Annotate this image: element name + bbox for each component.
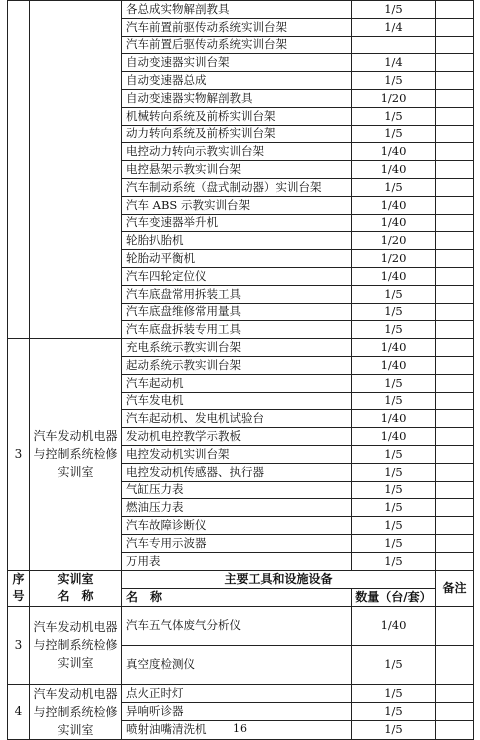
equipment-name: 自动变速器总成 [122, 72, 352, 90]
equipment-name: 汽车四轮定位仪 [122, 267, 352, 285]
equipment-name: 机械转向系统及前桥实训台架 [122, 107, 352, 125]
room-name-cell: 汽车发动机电器与控制系统检修实训室 [30, 339, 122, 570]
header-room: 实训室 名 称 [30, 570, 122, 606]
remark-cell [436, 684, 474, 702]
equipment-qty: 1/5 [352, 645, 436, 684]
equipment-qty: 1/5 [352, 445, 436, 463]
equipment-qty [352, 36, 436, 54]
header-name-col: 名 称 [122, 588, 352, 606]
equipment-qty: 1/20 [352, 89, 436, 107]
remark-cell [436, 374, 474, 392]
remark-cell [436, 499, 474, 517]
page-number: 16 [233, 722, 247, 735]
equipment-name: 电控悬架示教实训台架 [122, 161, 352, 179]
equipment-name: 动力转向系统及前桥实训台架 [122, 125, 352, 143]
room-name-cell [30, 1, 122, 339]
remark-cell [436, 606, 474, 645]
equipment-name: 轮胎扒胎机 [122, 232, 352, 250]
equipment-qty: 1/5 [352, 721, 436, 739]
equipment-qty: 1/20 [352, 232, 436, 250]
equipment-qty: 1/40 [352, 196, 436, 214]
equipment-name: 真空度检测仪 [122, 645, 352, 684]
remark-cell [436, 534, 474, 552]
equipment-qty: 1/5 [352, 107, 436, 125]
remark-cell [436, 250, 474, 268]
equipment-qty: 1/5 [352, 303, 436, 321]
equipment-name: 汽车 ABS 示教实训台架 [122, 196, 352, 214]
remark-cell [436, 356, 474, 374]
equipment-name: 汽车变速器举升机 [122, 214, 352, 232]
equipment-qty: 1/40 [352, 267, 436, 285]
equipment-name: 各总成实物解剖教具 [122, 1, 352, 19]
equipment-qty: 1/5 [352, 321, 436, 339]
remark-cell [436, 267, 474, 285]
remark-cell [436, 72, 474, 90]
equipment-name: 汽车发电机 [122, 392, 352, 410]
header-seq: 序号 [8, 570, 30, 606]
table-row [8, 606, 474, 645]
equipment-name: 汽车五气体废气分析仪 [122, 606, 352, 645]
equipment-name: 起动系统示教实训台架 [122, 356, 352, 374]
equipment-name: 汽车前置前驱传动系统实训台架 [122, 18, 352, 36]
equipment-name: 万用表 [122, 552, 352, 570]
remark-cell [436, 54, 474, 72]
remark-cell [436, 178, 474, 196]
table-row [8, 1, 474, 19]
equipment-name: 汽车底盘拆装专用工具 [122, 321, 352, 339]
equipment-qty: 1/5 [352, 178, 436, 196]
equipment-qty: 1/5 [352, 684, 436, 702]
remark-cell [436, 125, 474, 143]
equipment-qty: 1/40 [352, 339, 436, 357]
remark-cell [436, 89, 474, 107]
equipment-qty: 1/40 [352, 410, 436, 428]
table-row [8, 684, 474, 702]
equipment-qty: 1/40 [352, 161, 436, 179]
remark-cell [436, 645, 474, 684]
equipment-qty: 1/5 [352, 552, 436, 570]
remark-cell [436, 143, 474, 161]
equipment-qty: 1/40 [352, 356, 436, 374]
remark-cell [436, 196, 474, 214]
equipment-qty: 1/5 [352, 72, 436, 90]
equipment-qty: 1/40 [352, 143, 436, 161]
remark-cell [436, 303, 474, 321]
equipment-name: 自动变速器实物解剖教具 [122, 89, 352, 107]
remark-cell [436, 428, 474, 446]
remark-cell [436, 232, 474, 250]
remark-cell [436, 18, 474, 36]
equipment-qty: 1/40 [352, 214, 436, 232]
remark-cell [436, 36, 474, 54]
equipment-qty: 1/4 [352, 18, 436, 36]
seq-cell: 4 [8, 684, 30, 739]
equipment-qty: 1/5 [352, 481, 436, 499]
remark-cell [436, 339, 474, 357]
equipment-name: 电控发动机实训台架 [122, 445, 352, 463]
remark-cell [436, 392, 474, 410]
equipment-qty: 1/5 [352, 499, 436, 517]
remark-cell [436, 321, 474, 339]
seq-cell [8, 1, 30, 339]
equipment-name: 轮胎动平衡机 [122, 250, 352, 268]
remark-cell [436, 285, 474, 303]
header-qty-col: 数量（台/套） [352, 588, 436, 606]
equipment-name: 电控动力转向示教实训台架 [122, 143, 352, 161]
equipment-name: 点火正时灯 [122, 684, 352, 702]
equipment-qty: 1/20 [352, 250, 436, 268]
equipment-name: 电控发动机传感器、执行器 [122, 463, 352, 481]
remark-cell [436, 517, 474, 535]
remark-cell [436, 410, 474, 428]
equipment-qty: 1/5 [352, 1, 436, 19]
equipment-name: 自动变速器实训台架 [122, 54, 352, 72]
equipment-name: 充电系统示教实训台架 [122, 339, 352, 357]
header-remark: 备注 [436, 570, 474, 606]
header-row [8, 570, 474, 588]
equipment-qty: 1/5 [352, 702, 436, 720]
equipment-qty: 1/5 [352, 125, 436, 143]
remark-cell [436, 161, 474, 179]
equipment-qty: 1/5 [352, 285, 436, 303]
seq-cell: 3 [8, 606, 30, 684]
equipment-qty: 1/5 [352, 392, 436, 410]
remark-cell [436, 463, 474, 481]
equipment-name: 汽车底盘维修常用量具 [122, 303, 352, 321]
equipment-qty: 1/40 [352, 606, 436, 645]
remark-cell [436, 1, 474, 19]
room-name-cell: 汽车发动机电器与控制系统检修实训室 [30, 684, 122, 739]
equipment-name: 汽车起动机 [122, 374, 352, 392]
equipment-name: 汽车底盘常用拆装工具 [122, 285, 352, 303]
equipment-name: 汽车前置后驱传动系统实训台架 [122, 36, 352, 54]
equipment-name: 气缸压力表 [122, 481, 352, 499]
equipment-qty: 1/5 [352, 534, 436, 552]
equipment-name: 喷射油嘴清洗机 [122, 721, 352, 739]
table-row [8, 339, 474, 357]
equipment-qty: 1/5 [352, 463, 436, 481]
seq-cell: 3 [8, 339, 30, 570]
equipment-name: 异响听诊器 [122, 702, 352, 720]
equipment-qty: 1/4 [352, 54, 436, 72]
remark-cell [436, 445, 474, 463]
equipment-table [7, 0, 474, 740]
equipment-name: 发动机电控教学示教板 [122, 428, 352, 446]
remark-cell [436, 107, 474, 125]
header-main: 主要工具和设施设备 [122, 570, 436, 588]
remark-cell [436, 214, 474, 232]
equipment-qty: 1/5 [352, 517, 436, 535]
equipment-name: 燃油压力表 [122, 499, 352, 517]
equipment-name: 汽车专用示波器 [122, 534, 352, 552]
remark-cell [436, 552, 474, 570]
equipment-qty: 1/40 [352, 428, 436, 446]
remark-cell [436, 702, 474, 720]
equipment-qty: 1/5 [352, 374, 436, 392]
remark-cell [436, 481, 474, 499]
equipment-name: 汽车起动机、发电机试验台 [122, 410, 352, 428]
equipment-name: 汽车故障诊断仪 [122, 517, 352, 535]
equipment-name: 汽车制动系统（盘式制动器）实训台架 [122, 178, 352, 196]
room-name-cell: 汽车发动机电器与控制系统检修实训室 [30, 606, 122, 684]
